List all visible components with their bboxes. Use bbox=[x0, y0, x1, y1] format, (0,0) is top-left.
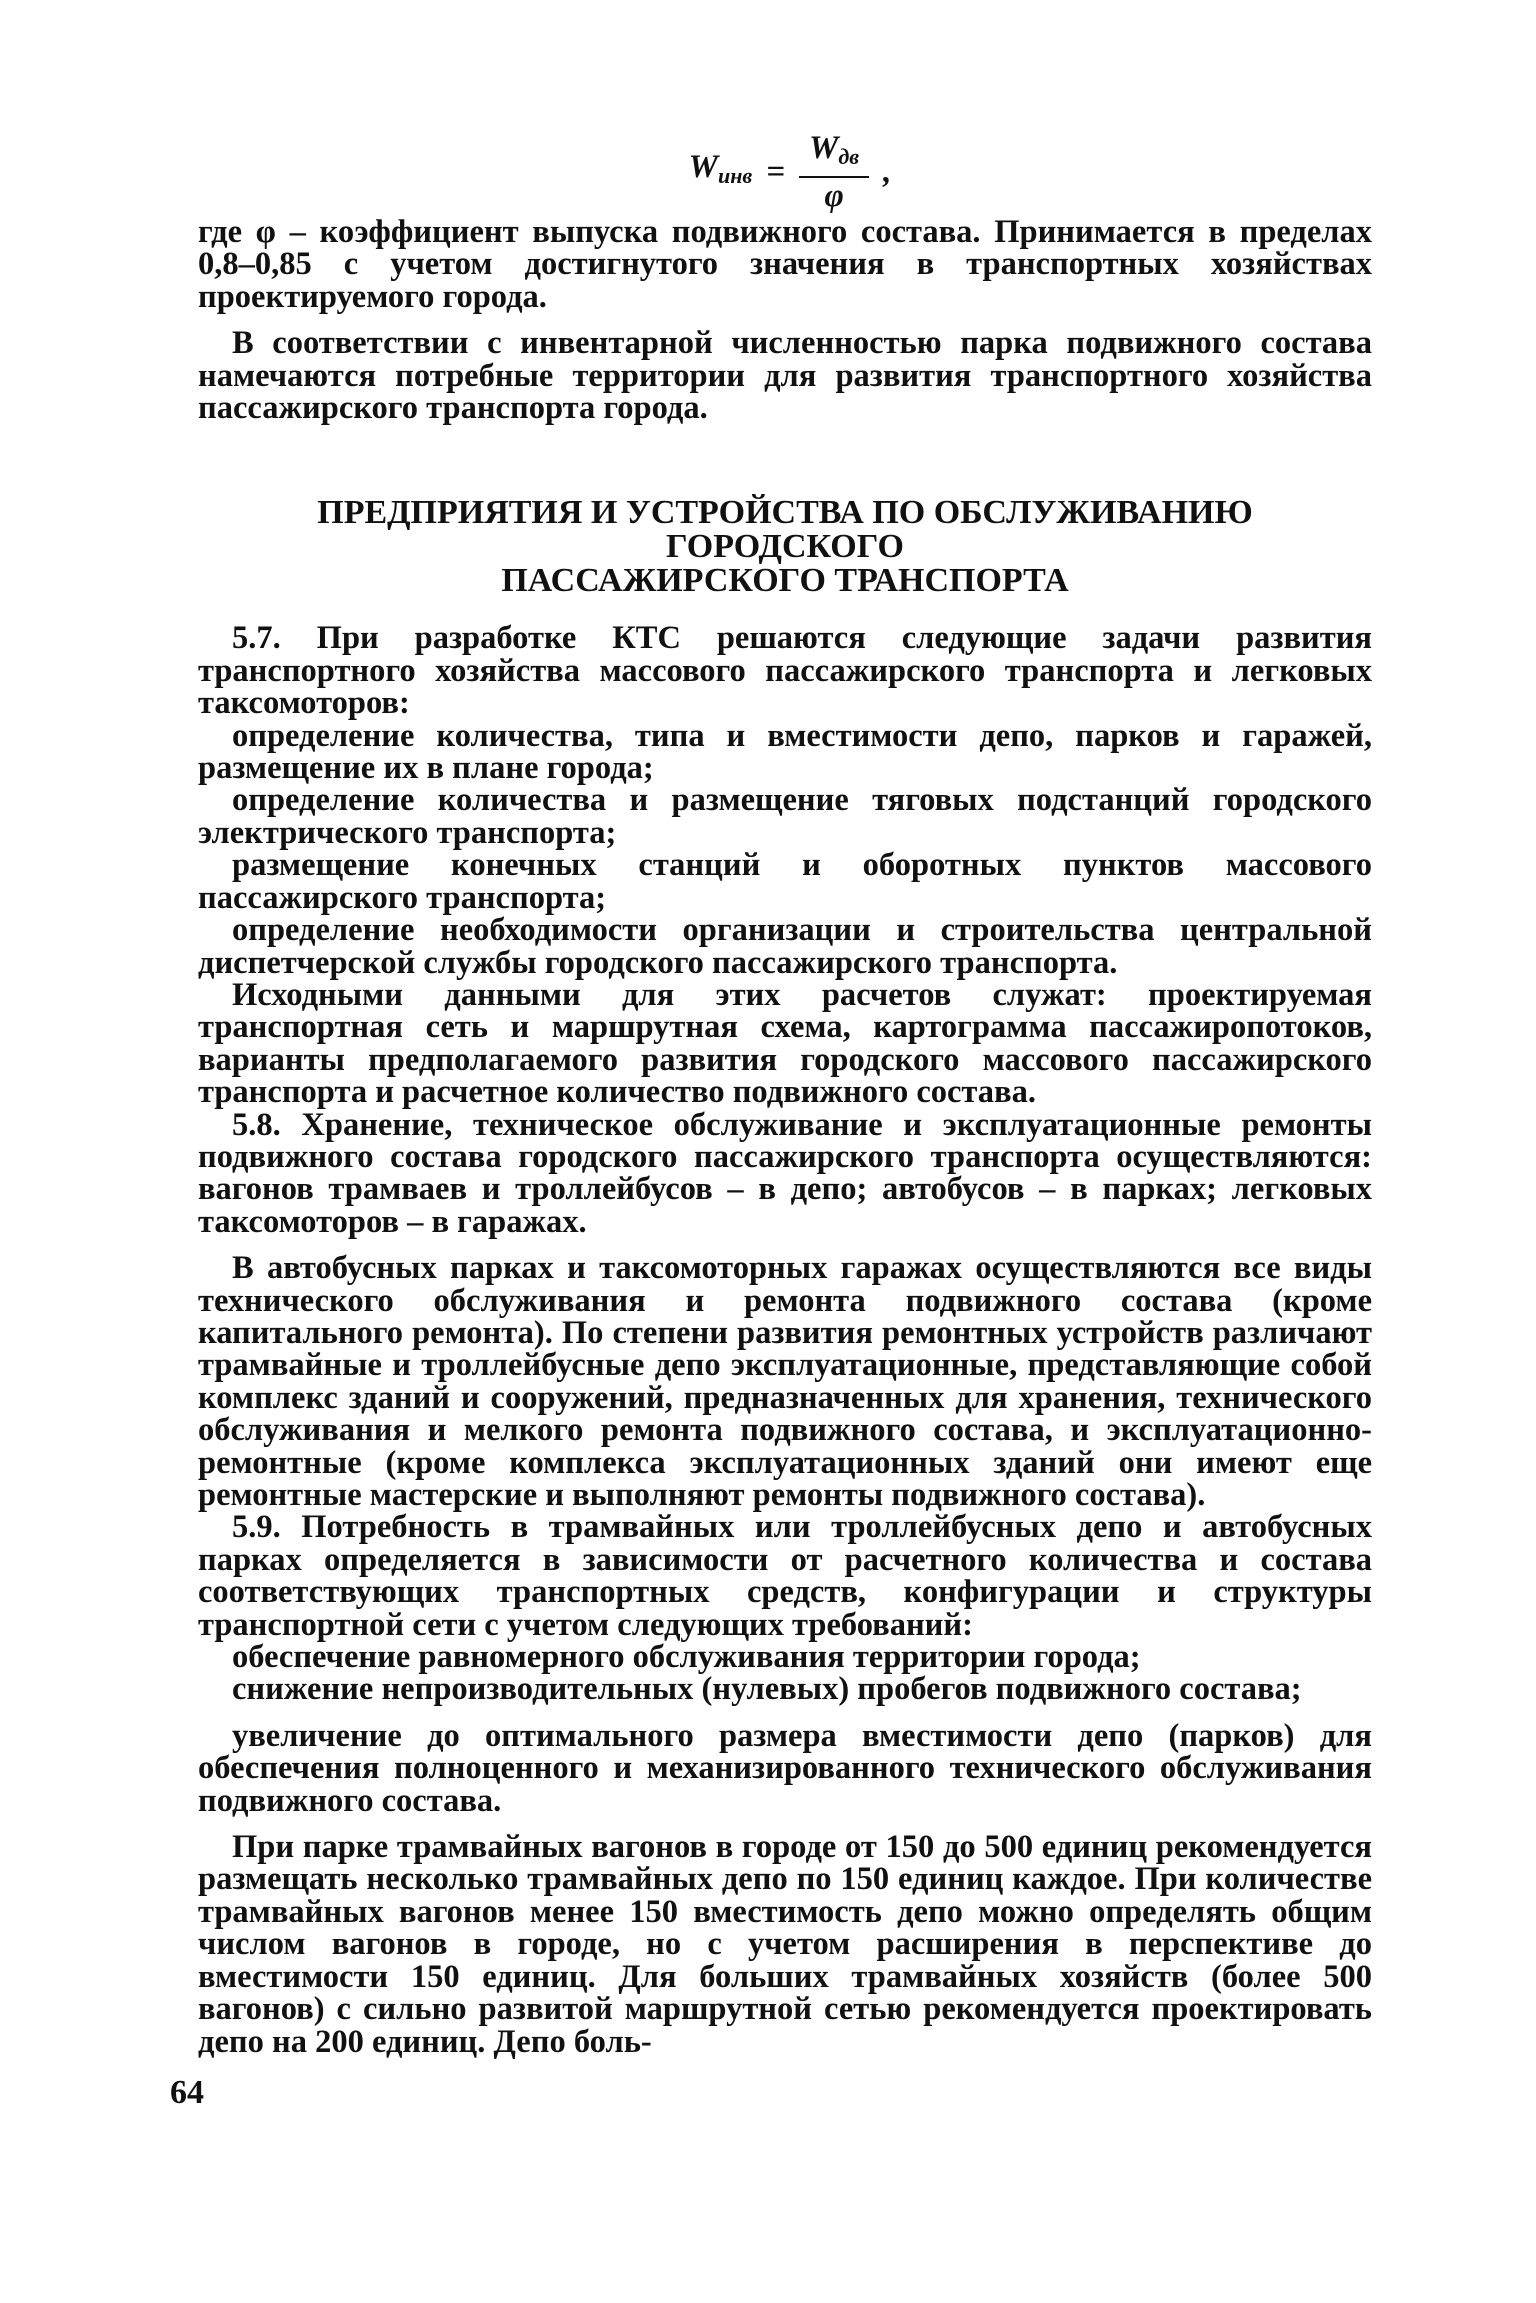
formula-num-symbol: W bbox=[809, 129, 839, 166]
formula-lhs-subscript: инв bbox=[717, 163, 753, 189]
paragraph-intro-2: В соответствии с инвентарной численностью парка подвижного состава намечаются потребные территории для развития транспортного хозяйства пассажирского транспорта города. bbox=[198, 325, 1372, 427]
list-item: обеспечение равномерного обслуживания территории города; bbox=[232, 1639, 1141, 1676]
paragraph-5-9: 5.9. Потребность в трамвайных или троллейбусных депо и автобусных парках определяется в зависимости от расчетного количества и состава соответствующих транспортных средств, конфигурации и структуры транспортной сети с учетом следующих требований: bbox=[198, 1509, 1372, 1643]
paragraph-bus-parks: В автобусных парках и таксомоторных гаражах осуществляются все виды технического обслуживания и ремонта подвижного состава (кроме капитального ремонта). По степени развития ремонтных устройств различают трамвайные и троллейбусные депо эксплуатационные, представляющие собой комплекс зданий и сооружений, предназначенных для хранения, технического обслуживания и мелкого ремонта подвижного состава, и эксплуатационно-ремонтные (кроме комплекса эксплуатационных зданий они имеют еще ремонтные мастерские и выполняют ремонты подвижного состава). bbox=[198, 1250, 1372, 1513]
page-content bbox=[198, 128, 1372, 2058]
paragraph-source-data: Исходными данными для этих расчетов служат: проектируемая транспортная сеть и маршрутная схема, картограмма пассажиропотоков, варианты предполагаемого развития городского массового пассажирского транспорта и расчетное количество подвижного состава. bbox=[198, 976, 1372, 1111]
section-heading bbox=[198, 496, 1372, 598]
formula-lhs-symbol: W bbox=[688, 149, 718, 186]
formula bbox=[208, 128, 1372, 216]
list-item: размещение конечных станций и оборотных пунктов массового пассажирского транспорта; bbox=[198, 847, 1372, 916]
section-heading-line-2: ПАССАЖИРСКОГО ТРАНСПОРТА bbox=[501, 562, 1069, 600]
formula-fraction bbox=[799, 129, 869, 214]
formula-num-subscript: дв bbox=[838, 143, 860, 169]
list-item: снижение непроизводительных (нулевых) пробегов подвижного состава; bbox=[232, 1671, 1302, 1708]
list-item: определение количества, типа и вместимости депо, парков и гаражей, размещение их в плане города; bbox=[198, 717, 1372, 787]
formula-lhs bbox=[689, 151, 753, 192]
paragraph-intro-1: где φ – коэффициент выпуска подвижного состава. Принимается в пределах 0,8–0,85 с учетом достигнутого значения в транспортных хозяйствах проектируемого города. bbox=[198, 214, 1372, 315]
list-item: определение необходимости организации и строительства центральной диспетчерской службы городского пассажирского транспорта. bbox=[198, 912, 1372, 981]
page-number: 64 bbox=[170, 2074, 204, 2111]
paragraph-5-7: 5.7. При разработке КТС решаются следующие задачи развития транспортного хозяйства массового пассажирского транспорта и легковых таксомоторов: bbox=[198, 620, 1372, 722]
list-item: определение количества и размещение тяговых подстанций городского электрического транспорта; bbox=[198, 782, 1372, 851]
formula-comma: , bbox=[883, 153, 892, 190]
list-item: увеличение до оптимального размера вместимости депо (парков) для обеспечения полноценного и механизированного технического обслуживания подвижного состава. bbox=[198, 1717, 1372, 1819]
section-heading-line-1: ПРЕДПРИЯТИЯ И УСТРОЙСТВА ПО ОБСЛУЖИВАНИЮ ГОРОДСКОГО bbox=[317, 494, 1253, 566]
formula-numerator bbox=[799, 129, 869, 178]
paragraph-tram-fleet: При парке трамвайных вагонов в городе от 150 до 500 единиц рекомендуется размещать несколько трамвайных депо по 150 единиц каждое. При количестве трамвайных вагонов менее 150 вместимость депо можно определять общим числом вагонов в городе, но с учетом расширения в перспективе до вместимости 150 единиц. Для больших трамвайных хозяйств (более 500 вагонов) с сильно развитой маршрутной сетью рекомендуется проектировать депо на 200 единиц. Депо боль- bbox=[198, 1829, 1372, 2060]
formula-denominator: φ bbox=[824, 178, 844, 214]
formula-equals: = bbox=[766, 153, 786, 190]
paragraph-5-8: 5.8. Хранение, техническое обслуживание и эксплуатационные ремонты подвижного состава городского пассажирского транспорта осуществляются: вагонов трамваев и троллейбусов – в депо; автобусов – в парках; легковых таксомоторов – в гаражах. bbox=[198, 1106, 1372, 1240]
